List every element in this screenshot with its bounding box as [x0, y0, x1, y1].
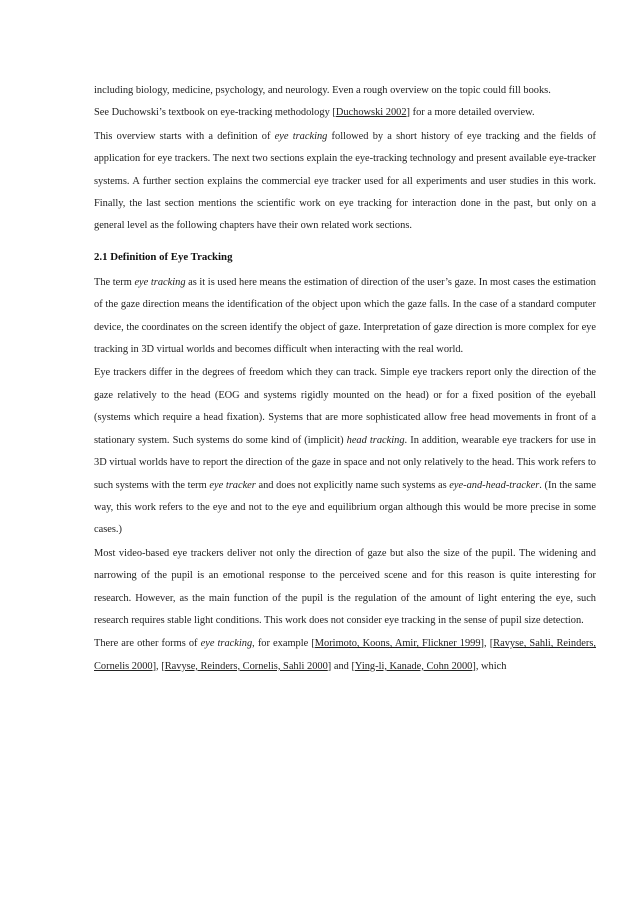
text-run: followed by a short history of eye tracking and the fields of application for eye trackers. The next two sections explain the eye-tracking technology and present available eye-tracker systems. A further section explains the commercial eye tracker used for all experiments and user studies in this work. Finally, the last section mentions the scientific work on eye tracking for interaction done in the past, but only on a general level as the following chapters have their own related work sections.: [94, 130, 596, 232]
text-run: ], which: [472, 660, 507, 672]
text-run: The term: [94, 276, 135, 288]
paragraph-intro-continued: [94, 80, 596, 102]
text-run: ], [: [480, 638, 494, 650]
text-run: See Duchowski’s textbook on eye-tracking methodology [: [94, 107, 336, 119]
text-run: . In addition, wearable eye trackers for use in 3D virtual worlds have to report the direction of the gaze in space and not only relatively to the head. This work refers to such systems with the term: [94, 434, 596, 491]
emphasis-term: eye tracker: [209, 479, 256, 491]
emphasis-term: eye tracking: [200, 638, 253, 650]
text-run: ], [: [152, 660, 165, 672]
emphasis-term: head tracking: [346, 434, 405, 446]
text-run: ] and [: [327, 660, 355, 672]
section-heading: 2.1 Definition of Eye Tracking: [94, 250, 233, 263]
text-run: There are other forms of: [94, 638, 201, 650]
text-run: , for example [: [252, 638, 315, 650]
citation-link[interactable]: Morimoto, Koons, Amir, Flickner 1999: [314, 638, 481, 650]
citation-link[interactable]: Ravyse, Reinders, Cornelis, Sahli 2000: [164, 660, 328, 672]
text-run: Most video-based eye trackers deliver not only the direction of gaze but also the size of the pupil. The widening and narrowing of the pupil is an emotional response to the perceived scene and for this reason is quite interesting for research. However, as the main function of the pupil is the regulation of the amount of light entering the eye, such research requires stable light conditions. This work does not consider eye tracking in the sense of pupil size detection.: [94, 547, 596, 626]
paragraph-pupil-size: [94, 543, 596, 633]
citation-link[interactable]: Ying-li, Kanade, Cohn 2000: [354, 660, 473, 672]
citation-link[interactable]: Ravyse, Sahli, Reinders, Cornelis 2000: [94, 638, 597, 672]
paragraph-other-forms: [94, 633, 596, 678]
text-run: ] for a more detailed overview.: [406, 107, 535, 119]
paragraph-duchowski-reference: [94, 102, 596, 124]
emphasis-term: eye tracking: [274, 130, 328, 142]
text-run: . (In the same way, this work refers to the eye and not to the eye and equilibrium organ although this would be more precise in some cases.): [94, 479, 596, 536]
emphasis-term: eye-and-head-tracker: [449, 479, 540, 491]
text-run: Eye trackers differ in the degrees of freedom which they can track. Simple eye trackers report only the direction of the gaze relatively to the head (EOG and systems rigidly mounted on the head) or for a fixed position of the eyeball (systems which require a head fixation). Systems that are more sophisticated allow free head movements in front of a stationary system. Such systems do some kind of (implicit): [94, 367, 596, 446]
text-run: as it is used here means the estimation of direction of the user’s gaze. In most cases the estimation of the gaze direction means the identification of the object upon which the gaze falls. In the case of a standard computer device, the coordinates on the screen identify the object of gaze. Interpretation of gaze direction is more complex for eye tracking in 3D virtual worlds and becomes difficult when interacting with the real world.: [94, 276, 597, 356]
paragraph-degrees-of-freedom: [94, 362, 596, 541]
body-text: [94, 80, 596, 679]
text-run: This overview starts with a definition of: [94, 130, 275, 142]
text-run: and does not explicitly name such systems as: [255, 479, 450, 491]
paragraph-overview: [94, 126, 596, 238]
emphasis-term: eye tracking: [134, 276, 186, 288]
text-run: including biology, medicine, psychology, and neurology. Even a rough overview on the topic could fill books.: [94, 85, 551, 96]
paragraph-definition: [94, 272, 596, 362]
citation-link[interactable]: Duchowski 2002: [335, 107, 407, 119]
